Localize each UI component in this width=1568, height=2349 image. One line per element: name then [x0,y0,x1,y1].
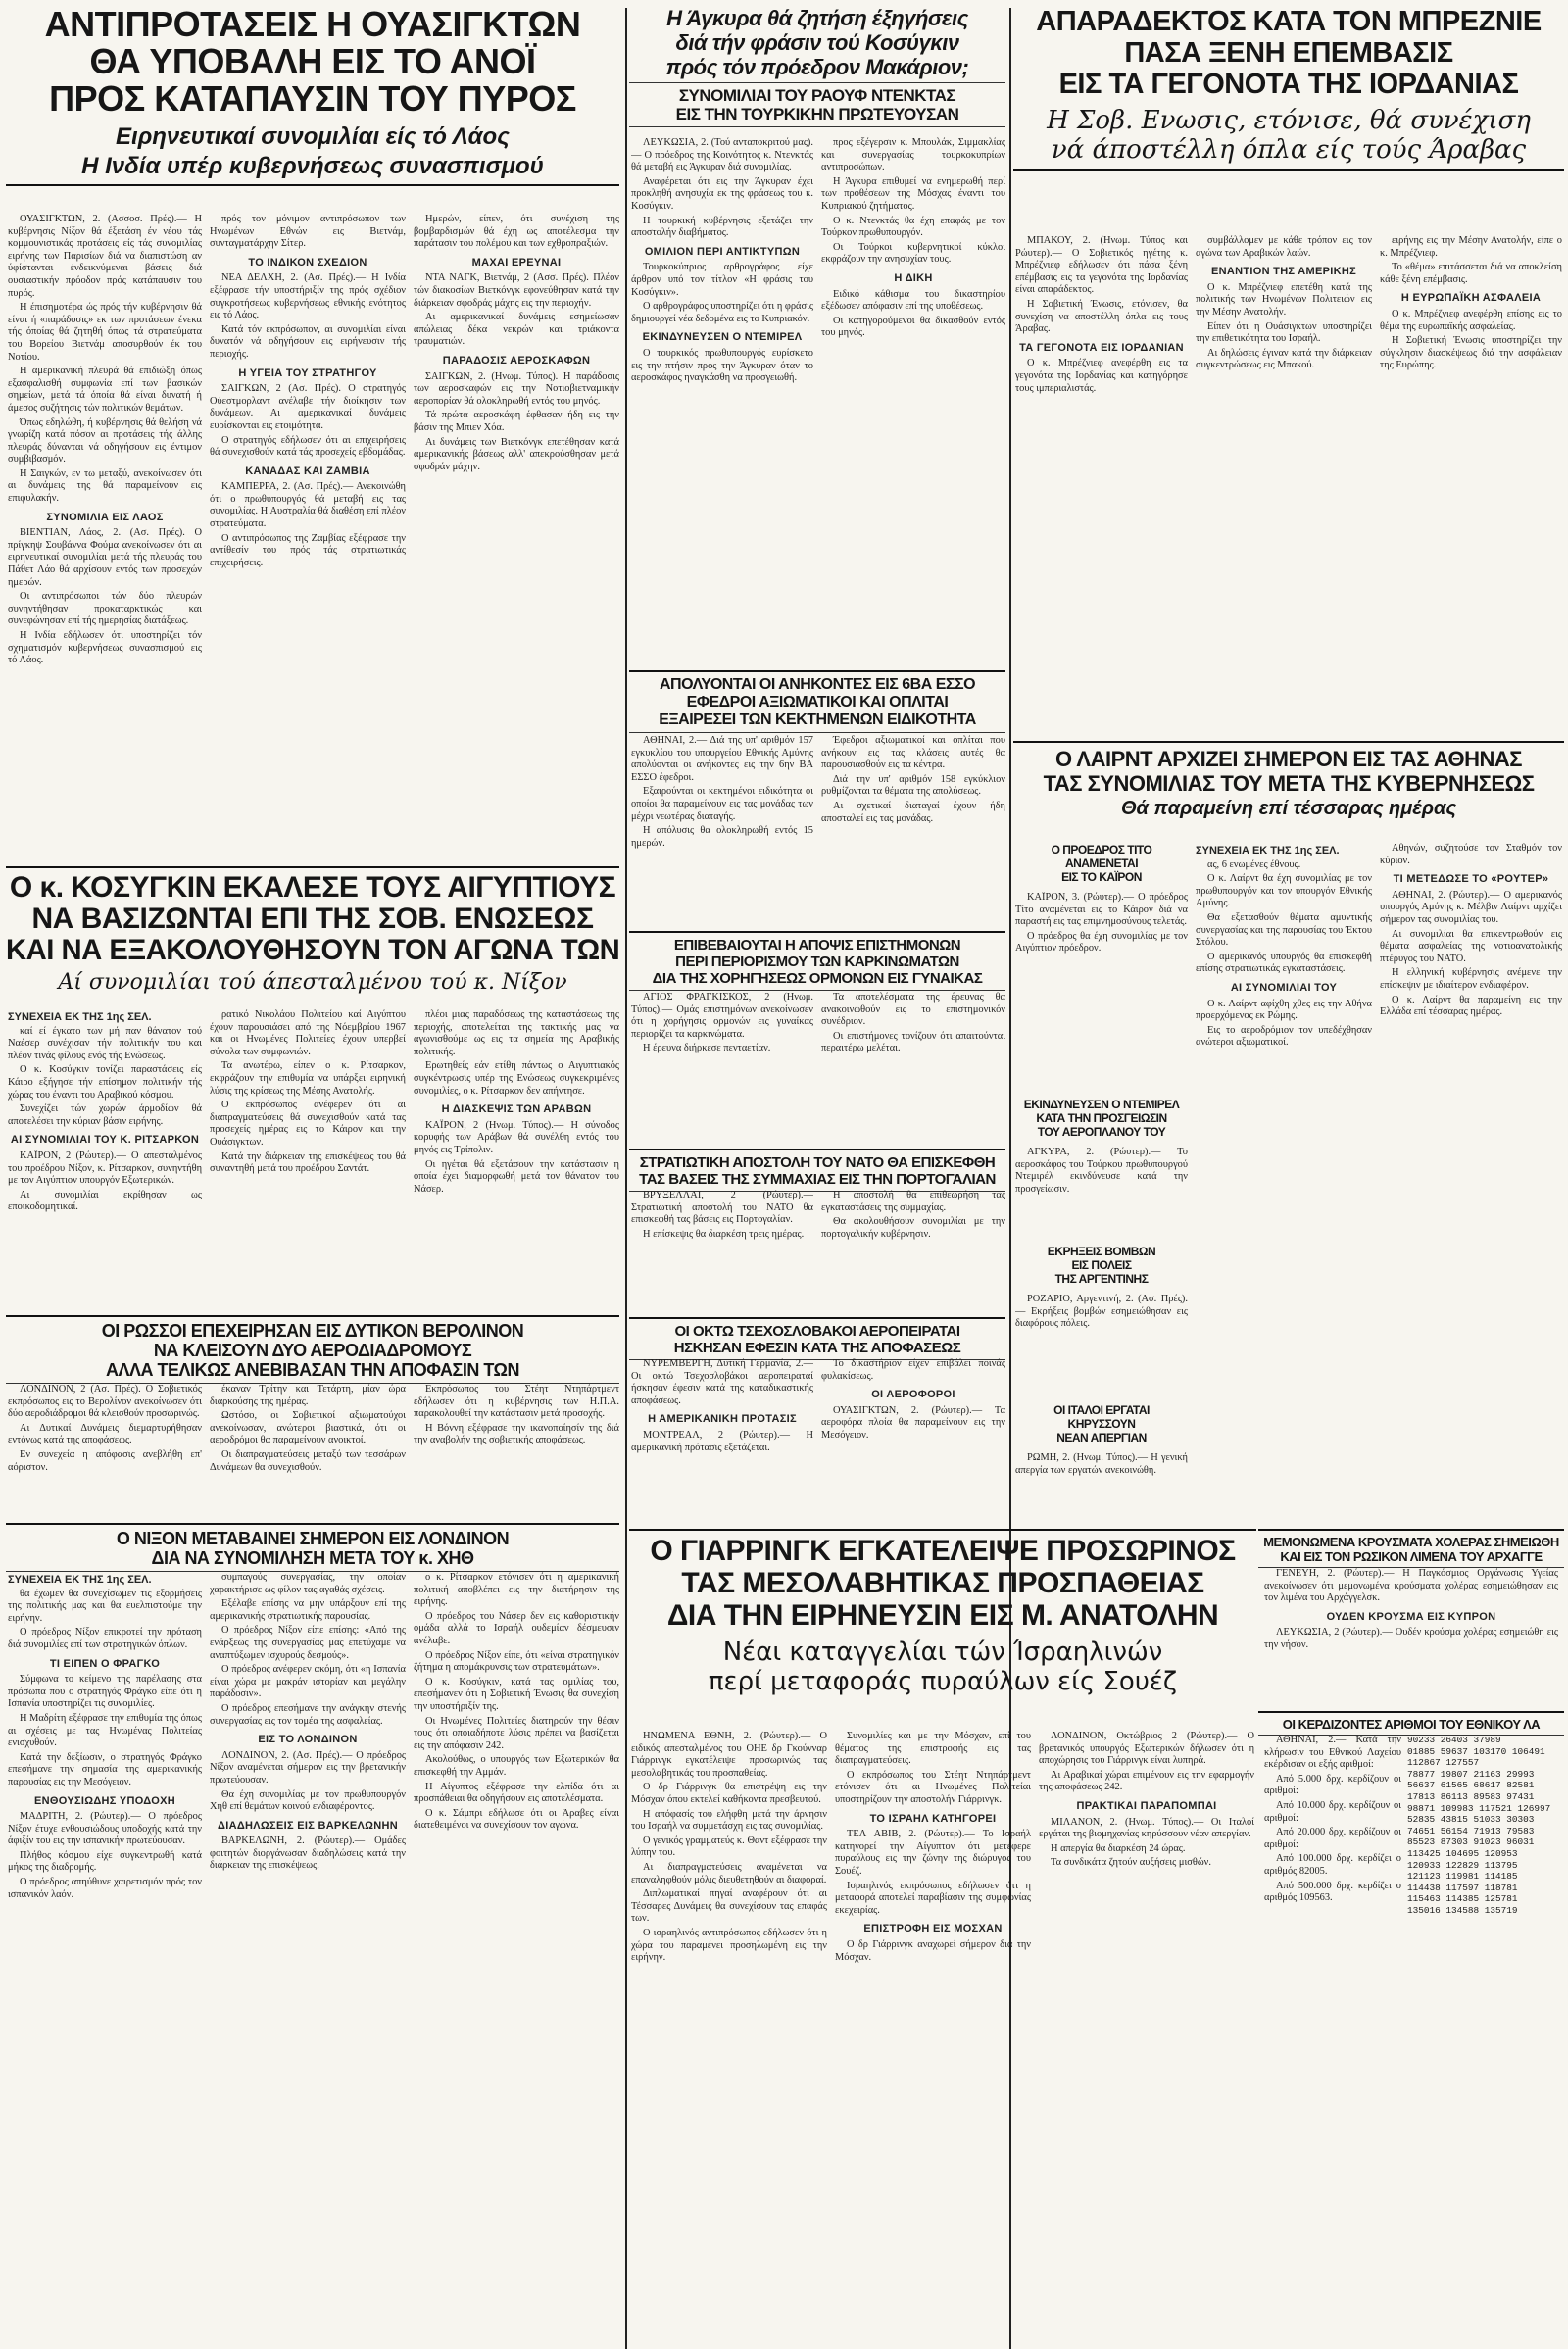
article-text: ΟΥΑΣΙΓΚΤΩΝ, 2. (Ασσοσ. Πρές).— Η κυβέρνησις Νίξον θά έξετάση έν νέου τάς κομμουνιστικάς προτάσεις είς τάς συνομιλίας ειρήνης των Παρισίων διά να διαπιστώση αν ύφίστανται ένδεικνύμεναι βάσεις διά ουσιαστικήν πρόοδον πρός κατάπαυσιν του πυρός. Η έπισημοτέρα ώς πρός τήν κυβέρνησιν θά είναι ή «παράδοσις» εκ των προτάσεων ένεκα τής όποίας θά ζητηθή όπως τά στρατεύματα του Βορείου Βιετνάμ αποσυρθούν έκ του Νοτίου. Η αμερικανική πλευρά θά επιδιώξη όπως εξασφαλισθή συμφωνία επί των βασικών σημείων, μετά τά όποία θά είναι δυνατή ή άμεσος συζήτησις τών πολιτικών θεμάτων. Όπως εδηλώθη, ή κυβέρνησις θά θελήση νά γνωρίζη κατά πόσον αι προτάσεις τής άλλης πλευράς δύνανται νά οδηγήσουν εις έντιμον συμβιβασμόν. Η Σαιγκών, εν τω μεταξύ, ανεκοίνωσεν ότι αι δυνάμεις της θά παραμείνουν εις επιφυλακήν. ΣΥΝΟΜΙΛΙΑ ΕΙΣ ΛΑΟΣ ΒΙΕΝΤΙΑΝ, Λάος, 2. (Ασ. Πρές). Ο πρίγκηψ Σουβάννα Φούμα ανεκοίνωσεν ότι αι ειρηνευτικαί συνομιλίαι μετά τής πλευράς του Πάθετ Λάο θά αρχίσουν εντός των προσεχών ημερών. Οι αντιπρόσωποι τών δύο πλευρών συνηντήθησαν προκαταρκτικώς και συνεφώνησαν επί τής ημερησίας διατάξεως. Η Ινδία εδήλωσεν ότι υποστηρίζει τόν σχηματισμόν κυβερνήσεως συνασπισμού εις τό Λάος. [8,214,202,666]
headline-tito [1015,843,1188,884]
headline-laird [1013,747,1564,796]
headline-ydna [629,676,1005,729]
subhead-jarring [629,1638,1256,1696]
section-heading: ΤΙ ΜΕΤΕΔΩΣΕ ΤΟ «ΡΟΥΤΕΡ» [1393,873,1549,886]
headline-bombs [1015,1245,1188,1286]
lottery-row: 114438 117597 118781 [1407,1882,1518,1893]
divider [629,990,1005,991]
divider [1013,741,1564,743]
headline-line: Η Άγκυρα θά ζητήση έξηγήσεις [666,6,968,30]
section-heading: ΤΑ ΓΕΓΟΝΟΤΑ ΕΙΣ ΙΟΡΔΑΝΙΑΝ [1019,341,1184,354]
nato-story [629,1145,1005,1195]
headline-washington [6,6,619,118]
divider [6,1315,619,1317]
section-heading: ΠΑΡΑΔΟΣΙΣ ΑΕΡΟΣΚΑΦΩΝ [442,354,591,367]
headline-brezhnev [1013,6,1564,100]
headline-line: Ο ΓΙΑΡΡΙΝΓΚ ΕΓΚΑΤΕΛΕΙΨΕ ΠΡΟΣΩΡΙΝΟΣ [650,1535,1236,1567]
lottery-row: 52835 43815 51033 30303 [1407,1814,1535,1826]
article-text: ΡΩΜΗ, 2. (Ηνωμ. Τύπος).— Η γενική απεργία των εργατών ανεκοινώθη. [1015,1452,1188,1476]
nixon-london-story [6,1519,619,1575]
headline-line: ΚΗΡΥΣΣΟΥΝ [1067,1417,1136,1431]
tito-box [1015,843,1188,884]
headline-line: ΟΙ ΙΤΑΛΟΙ ΕΡΓΑΤΑΙ [1054,1403,1150,1417]
headline-line: ΔΙΑ ΤΗΝ ΕΙΡΗΝΕΥΣΙΝ ΕΙΣ Μ. ΑΝΑΤΟΛΗΝ [666,1599,1219,1632]
headline-ntemirel [1015,1098,1188,1139]
section-heading: ΤΟ ΙΝΔΙΚΟΝ ΣΧΕΔΙΟΝ [248,256,368,269]
subhead-denktas [629,86,1005,123]
article-text: ΡΟΖΑΡΙΟ, Αργεντινή, 2. (Ασ. Πρές).— Εκρήξεις βομβών εσημειώθησαν εις διαφόρους πόλεις. [1015,1294,1188,1330]
article-text: ΗΝΩΜΕΝΑ ΕΘΝΗ, 2. (Ρώυτερ).— Ο ειδικός απεσταλμένος του ΟΗΕ δρ Γκούνναρ Γιάρρινγκ εγκατέλειψε προσωρινώς τας μεσολαβητικάς του προσπαθείας. Ο δρ Γιάρρινγκ θα επιστρέψη εις την Μόσχαν όπου εκτελεί καθήκοντα πρεσβευτού. Η απόφασίς του ελήφθη μετά την άρνησιν του Ισραήλ να συμμετάσχη εις τας συνομιλίας. Ο γενικός γραμματεύς κ. Θαντ εξέφρασε την λύπην του. Αι διαπραγματεύσεις αναμένεται να επαναληφθούν μόλις διευθετηθούν αι διαφοραί. Διπλωματικαί πηγαί αναφέρουν ότι αι Τέσσαρες Δυνάμεις θα συνεχίσουν τας επαφάς των. Ο ισραηλινός αντιπρόσωπος εδήλωσεν ότι η χώρα του παραμένει προσηλωμένη εις την ειρήνην. [631,1731,827,1964]
section-heading: ΑΙ ΣΥΝΟΜΙΛΙΑΙ ΤΟΥ Κ. ΡΙΤΣΑΡΚΟΝ [10,1134,200,1147]
headline-line: Ο ΛΑΙΡΝΤ ΑΡΧΙΖΕΙ ΣΗΜΕΡΟΝ ΕΙΣ ΤΑΣ ΑΘΗΝΑΣ [1054,747,1522,771]
lottery-row: 115463 114385 125781 [1407,1893,1518,1905]
section-heading: ΜΑΧΑΙ ΕΡΕΥΝΑΙ [471,256,562,269]
subhead-brezhnev [1013,106,1564,165]
bombs-box [1015,1245,1188,1286]
main-story-left [6,6,619,190]
section-heading: ΤΟ ΙΣΡΑΗΛ ΚΑΤΗΓΟΡΕΙ [869,1812,997,1825]
headline-line: ΕΚΙΝΔΥΝΕΥΣΕΝ Ο ΝΤΕΜΙΡΕΛ [1023,1098,1180,1111]
headline-line: διά τήν φράσιν τού Κοσύγκιν [675,30,959,55]
italian-box [1015,1403,1188,1444]
article-text: ΑΘΗΝΑΙ, 2.— Κατά την κλήρωσιν του Εθνικού Λαχείου εκέρδισαν οι εξής αριθμοί: Από 5.000 δρχ. κερδίζουν οι αριθμοί: Από 10.000 δρχ. κερδίζουν οι αριθμοί: Από 20.000 δρχ. κερδίζουν οι αριθμοί: Από 100.000 δρχ. κερδίζει ο αριθμός 82005. Από 500.000 δρχ. κερδίζει ο αριθμός 109563. [1264,1735,1401,1904]
headline-line: πρός τόν πρόεδρον Μακάριον; [665,55,969,79]
headline-line: ΤΗΣ ΑΡΓΕΝΤΙΝΗΣ [1054,1272,1149,1286]
divider [629,1149,1005,1150]
article-text: Το δικαστήριον είχεν επιβάλει ποινάς φυλακίσεως. ΟΙ ΑΕΡΟΦΟΡΟΙ ΟΥΑΣΙΓΚΤΩΝ, 2. (Ρώυτερ).— Τα αεροφόρα πλοία θα παραμείνουν εις την Μεσόγειον. [821,1358,1005,1441]
article-text: ΓΕΝΕΥΗ, 2. (Ρώυτερ).— Η Παγκόσμιος Οργάνωσις Υγείας ανεκοίνωσεν ότι μεμονωμένα κρούσματα χολέρας εσημειώθησαν εις τον λιμένα του Αρχάγγελσκ. ΟΥΔΕΝ ΚΡΟΥΣΜΑ ΕΙΣ ΚΥΠΡΟΝ ΛΕΥΚΩΣΙΑ, 2 (Ρώυτερ).— Ουδέν κρούσμα χολέρας εσημειώθη εις την νήσον. [1264,1568,1558,1650]
lottery-row: 135016 134588 135719 [1407,1904,1518,1916]
headline-line: ΘΑ ΥΠΟΒΑΛΗ ΕΙΣ ΤΟ ΑΝΟΪ [89,41,536,81]
ntemirel-box [1015,1098,1188,1139]
divider [629,732,1005,733]
headline-ankara [629,6,1005,79]
divider [629,126,1005,127]
article-text: ΣΥΝΕΧΕΙΑ ΕΚ ΤΗΣ 1ης ΣΕΛ. καί εί έγκατο των μή παν θάνατον τού Ναέσερ συνέχισαν τήν πολιτικήν του και πλέον τινάς φίλους ενός τής Ενώσεως. Ο κ. Κοσύγκιν τονίζει παραστάσεις είς Κάιρο εξήγησε τήν επίσημον πολιτικήν τής χώρας του έναντι του Αραβικού κόσμου. Συνεχίζει τών χωρών άρμοδίων θά αποτελέσει την κύριαν βάσιν ειρήνης. ΑΙ ΣΥΝΟΜΙΛΙΑΙ ΤΟΥ Κ. ΡΙΤΣΑΡΚΟΝ ΚΑΪΡΟΝ, 2 (Ρώυτερ).— Ο απεσταλμένος του προέδρου Νίξον, κ. Ρίτσαρκον, συνηντήθη με τον Αιγύπτιον υπουργόν Εξωτερικών. Αι συνομιλίαι εκρίθησαν ως εποικοδομητικαί. [8,1011,202,1213]
article-text: ΜΠΑΚΟΥ, 2. (Ηνωμ. Τύπος και Ρώυτερ).— Ο Σοβιετικός ηγέτης κ. Μπρέζνιεφ εδήλωσεν ότι πάσα ξένη επέμβασις εις τα γεγονότα της Ιορδανίας είναι απαράδεκτος. Η Σοβιετική Ένωσις, ετόνισεν, θα συνεχίση να αποστέλλη όπλα εις τους Άραβας. ΤΑ ΓΕΓΟΝΟΤΑ ΕΙΣ ΙΟΡΔΑΝΙΑΝ Ο κ. Μπρέζνιεφ ανεφέρθη εις τα γεγονότα της Ιορδανίας και κατηγόρησε τους ιμπεριαλιστάς. [1015,235,1188,394]
headline-line: ΜΕΜΟΝΩΜΕΝΑ ΚΡΟΥΣΜΑΤΑ ΧΟΛΕΡΑΣ ΣΗΜΕΙΩΘΗ [1263,1535,1559,1549]
headline-cancer [629,937,1005,987]
headline-line: ΠΡΟΣ ΚΑΤΑΠΑΥΣΙΝ ΤΟΥ ΠΥΡΟΣ [49,78,576,119]
article-text: ειρήνης εις την Μέσην Ανατολήν, είπε ο κ. Μπρέζνιεφ. Το «θέμα» επιτάσσεται διά να αποκλείση κάθε ξένη επέμβασις. Η ΕΥΡΩΠΑΪΚΗ ΑΣΦΑΛΕΙΑ Ο κ. Μπρέζνιεφ ανεφέρθη επίσης εις το θέμα της ευρωπαϊκής ασφαλείας. Η Σοβιετική Ένωσις υποστηρίζει την σύγκλησιν διασκέψεως διά την ασφάλειαν της Ευρώπης. [1380,235,1562,371]
article-text: ΣΥΝΕΧΕΙΑ ΕΚ ΤΗΣ 1ης ΣΕΛ. ας, 6 ενωμένες έθνους. Ο κ. Λαίρντ θα έχη συνομιλίας με τον πρωθυπουργόν και τον υπουργόν Εθνικής Αμύνης. Θα εξετασθούν θέματα αμυντικής συνεργασίας και της παρουσίας του Έκτου Στόλου. Ο αμερικανός υπουργός θα επισκεφθή επίσης στρατιωτικάς εγκαταστάσεις. ΑΙ ΣΥΝΟΜΙΛΙΑΙ ΤΟΥ Ο κ. Λαίρντ αφίχθη χθες εις την Αθήνα προερχόμενος εκ Ρώμης. Εις το αεροδρόμιον τον υπεδέχθησαν ανώτεροι αξιωματικοί. [1196,845,1372,1049]
column-rule [625,8,627,2349]
section-heading: ΕΠΙΣΤΡΟΦΗ ΕΙΣ ΜΟΣΧΑΝ [863,1923,1003,1935]
section-heading: ΣΥΝΟΜΙΛΙΑ ΕΙΣ ΛΑΟΣ [46,511,164,523]
article-text: Η αποστολή θα επιθεωρήση τας εγκαταστάσεις της συμμαχίας. Θα ακολουθήσουν συνομιλίαι με την πορτογαλικήν κυβέρνησιν. [821,1190,1005,1240]
divider [1013,169,1564,171]
headline-russians-berlin [6,1321,619,1380]
headline-line: ΝΑ ΒΑΣΙΖΩΝΤΑΙ ΕΠΙ ΤΗΣ ΣΟΒ. ΕΝΩΣΕΩΣ [31,903,594,935]
article-text: έκαναν Τρίτην και Τετάρτη, μίαν ώρα διαρκούσης της ημέρας. Ωστόσο, οι Σοβιετικοί αξιωματούχοι ανεκοίνωσαν, ανώτεροι βιαστικά, ότι οι αεροδρόμοι θα παραμείνουν ανοικτοί. Οι διαπραγματεύσεις μεταξύ των τεσσάρων Δυνάμεων θα συνεχισθούν. [210,1384,406,1473]
subhead-line: νά άποστέλλη όπλα είς τούς Άραβας [1051,135,1527,165]
divider [629,931,1005,933]
lottery-row: 98871 109983 117521 126997 [1407,1802,1551,1814]
headline-lottery: ΟΙ ΚΕΡΔΙΖΟΝΤΕΣ ΑΡΙΘΜΟΙ ΤΟΥ ΕΘΝΙΚΟΥ ΛΑ [1282,1717,1541,1732]
article-text: ΛΕΥΚΩΣΙΑ, 2. (Τού ανταποκριτού μας).— Ο πρόεδρος της Κοινότητος κ. Ντενκτάς θά μεταβή εις Άγκυραν διά συνομιλίας. Αναφέρεται ότι εις την Άγκυραν έχει προκληθή ανησυχία εκ της φράσεως του κ. Κοσύγκιν. Η τουρκική κυβέρνησις εξετάζει την αποστολήν διαβήματος. ΟΜΙΛΙΟΝ ΠΕΡΙ ΑΝΤΙΚΤΥΠΩΝ Τουρκοκύπριος αρθρογράφος είχε άρθρον υπό τον τίτλον «Η φράσις του Κοσύγκιν». Ο αρθρογράφος υποστηρίζει ότι η φράσις δημιουργεί νέα δεδομένα εις το Κυπριακόν. ΕΚΙΝΔΥΝΕΥΣΕΝ Ο ΝΤΕΜΙΡΕΛ Ο τουρκικός πρωθυπουργός ευρίσκετο εις την πτήσιν προς την Άγκυραν όταν το αεροσκάφος ηναγκάσθη να προσγειωθή. [631,137,813,384]
headline-line: ΑΠΟΛΥΟΝΤΑΙ ΟΙ ΑΝΗΚΟΝΤΕΣ ΕΙΣ 6ΒΑ ΕΣΣΟ [659,676,976,693]
lottery-row: 56637 61565 68617 82581 [1407,1780,1535,1791]
headline-line: ΔΙΑ ΝΑ ΣΥΝΟΜΙΛΗΣΗ ΜΕΤΑ ΤΟΥ κ. ΧΗΘ [151,1548,474,1568]
headline-line: Ο ΝΙΞΟΝ ΜΕΤΑΒΑΙΝΕΙ ΣΗΜΕΡΟΝ ΕΙΣ ΛΟΝΔΙΝΟΝ [116,1529,510,1548]
divider [1258,1711,1564,1713]
lottery-row: 120933 122829 113795 [1407,1859,1518,1871]
headline-line: ΑΝΤΙΠΡΟΤΑΣΕΙΣ Η ΟΥΑΣΙΓΚΤΩΝ [44,6,581,44]
divider [6,866,619,868]
kosygin-story [6,862,619,995]
jarring-story [629,1525,1256,1696]
article-text: ΑΓΚΥΡΑ, 2. (Ρώυτερ).— Το αεροσκάφος του Τούρκου πρωθυπουργού Ντεμιρέλ εκινδύνευσε κατά την προσγείωσιν. [1015,1147,1188,1195]
divider [629,1317,1005,1319]
headline-cholera [1258,1535,1564,1564]
headline-line: ΤΑΣ ΜΕΣΟΛΑΒΗΤΙΚΑΣ ΠΡΟΣΠΑΘΕΙΑΣ [681,1567,1204,1599]
divider [6,184,619,186]
headline-line: ΕΙΣ ΤΗΝ ΤΟΥΡΚΙΚΗΝ ΠΡΩΤΕΥΟΥΣΑΝ [675,105,959,123]
lottery-row: 90233 26403 37989 [1407,1735,1501,1745]
article-text: ρατικό Νικολάου Πολιτείου καί Αιγύπτου έχουν παρουσιάσει από της Νόεμβρίου 1967 και οι Ηνωμένες Πολιτείες έχουν υπερβεί σύνολα των συμφωνιών. Τα ανωτέρω, είπεν ο κ. Ρίτσαρκον, εκφράζουν την επιθυμία να υπάρξει ειρηνική λύσις της κρίσεως της Μέσης Ανατολής. Ο εκπρόσωπος ανέφερεν ότι αι διαπραγματεύσεις θά συνεχισθούν κατά τας προσεχείς ημέρας εις το Κάιρον και την Ουάσιγκτων. Κατά την διάρκειαν της επισκέψεως του θά συναντηθή μετά του προέδρου Σαντάτ. [210,1009,406,1175]
continued-label: ΣΥΝΕΧΕΙΑ ΕΚ ΤΗΣ 1ης ΣΕΛ. [8,1011,152,1023]
section-heading: ΔΙΑΔΗΛΩΣΕΙΣ ΕΙΣ ΒΑΡΚΕΛΩΝΗΝ [218,1819,398,1832]
article-text: συμπαγούς συνεργασίας, την οποίαν χαρακτήρισε ως φίλον τας αγαθάς σχέσεις. Εξέλαβε επίσης να μην υπάρξουν επί της αμερικανικής στρατιωτικής παρουσίας. Ο πρόεδρος Νίξον είπε επίσης: «Από της ενάρξεως της συνεργασίας μας επετύχαμε να αναπτύξωμεν ισχυρούς δεσμούς». Ο πρόεδρος ανέφερεν ακόμη, ότι «η Ισπανία είναι χώρα με μακράν ιστορίαν και μεγάλην παράδοσιν». Ο πρόεδρος επεσήμανε την ανάγκην στενής συνεργασίας εις τον τομέα της ασφαλείας. ΕΙΣ ΤΟ ΛΟΝΔΙΝΟΝ ΛΟΝΔΙΝΟΝ, 2. (Ασ. Πρές).— Ο πρόεδρος Νίξον αναμένεται σήμερον εις την βρετανικήν πρωτεύουσαν. Θα έχη συνομιλίας με τον πρωθυπουργόν Χηθ επί θεμάτων κοινού ενδιαφέροντος. ΔΙΑΔΗΛΩΣΕΙΣ ΕΙΣ ΒΑΡΚΕΛΩΝΗΝ ΒΑΡΚΕΛΩΝΗ, 2. (Ρώυτερ).— Ομάδες φοιτητών διοργάνωσαν διαδηλώσεις κατά την διάρκειαν της επισκέψεως. [210,1572,406,1872]
section-heading: ΚΑΝΑΔΑΣ ΚΑΙ ΖΑΜΒΙΑ [245,465,370,477]
headline-line: Ο κ. ΚΟΣΥΓΚΙΝ ΕΚΑΛΕΣΕ ΤΟΥΣ ΑΙΓΥΠΤΙΟΥΣ [9,871,616,904]
headline-nixon-london [6,1529,619,1568]
headline-kosygin [6,872,619,966]
headline-line: ΑΛΛΑ ΤΕΛΙΚΩΣ ΑΝΕΒΙΒΑΣΑΝ ΤΗΝ ΑΠΟΦΑΣΙΝ ΤΩΝ [106,1360,519,1380]
lottery-row: 74651 56154 71913 79583 [1407,1825,1535,1836]
headline-jarring [629,1535,1256,1632]
article-text: ΣΥΝΕΧΕΙΑ ΕΚ ΤΗΣ 1ης ΣΕΛ. θα έχωμεν θα συνεχίσωμεν τις εξορμήσεις της πολιτικής μας και θα ευελπιστούμε την ειρήνην. Ο πρόεδρος Νίξον επικροτεί την πρόταση διά συνομιλίες επί των στρατηγικών όπλων. ΤΙ ΕΙΠΕΝ Ο ΦΡΑΓΚΟ Σύμφωνα το κείμενο της παρέλασης στα πρόσωπα που ο στρατηγός Φράγκο είπε ότι η Ισπανία υποστηρίζει τις συνομιλίες. Η Μαδρίτη εξέφρασε την επιθυμία της όπως αι σχέσεις με τας Ηνωμένας Πολιτείας ενισχυθούν. Κατά την δεξίωσιν, ο στρατηγός Φράγκο επεσήμανε την σημασία της αμερικανικής παρουσίας εις την Μεσόγειον. ΕΝΘΟΥΣΙΩΔΗΣ ΥΠΟΔΟΧΗ ΜΑΔΡΙΤΗ, 2. (Ρώυτερ).— Ο πρόεδρος Νίξον έτυχε ενθουσιώδους υποδοχής κατά την άφιξίν του εις την ισπανικήν πρωτεύουσαν. Πλήθος κόσμου είχε συγκεντρωθή κατά μήκος της διαδρομής. Ο πρόεδρος απηύθυνε χαιρετισμόν πρός τον ισπανικόν λαόν. [8,1574,202,1900]
czech-story [629,1313,1005,1363]
headline-nato [629,1154,1005,1188]
ydna-story [629,666,1005,736]
article-text: ΚΑΪΡΟΝ, 3. (Ρώυτερ).— Ο πρόεδρος Τίτο αναμένεται εις το Κάιρον διά να παραστή εις τας επιμνημοσύνους τελετάς. Ο πρόεδρος θα έχη συνομιλίας με τον Αιγύπτιον πρόεδρον. [1015,892,1188,954]
section-heading: ΕΝΑΝΤΙΟΝ ΤΗΣ ΑΜΕΡΙΚΗΣ [1210,266,1357,278]
headline-line: ΕΞΑΙΡΕΣΕΙ ΤΩΝ ΚΕΚΤΗΜΕΝΩΝ ΕΙΔΙΚΟΤΗΤΑ [659,711,976,728]
lottery-row: 17813 86113 89583 97431 [1407,1790,1535,1802]
headline-line: ΣΥΝΟΜΙΛΙΑΙ ΤΟΥ ΡΑΟΥΦ ΝΤΕΝΚΤΑΣ [678,86,956,105]
divider [1258,1529,1564,1531]
headline-line: ΣΤΡΑΤΙΩΤΙΚΗ ΑΠΟΣΤΟΛΗ ΤΟΥ ΝΑΤΟ ΘΑ ΕΠΙΣΚΕΦΘΗ [639,1154,996,1171]
continued-label: ΣΥΝΕΧΕΙΑ ΕΚ ΤΗΣ 1ης ΣΕΛ. [1196,845,1340,856]
subhead-india: Η Ινδία υπέρ κυβερνήσεως συνασπισμού [81,153,544,179]
berlin-story [6,1311,619,1387]
headline-line: ΤΟΥ ΑΕΡΟΠΛΑΝΟΥ ΤΟΥ [1037,1125,1166,1139]
headline-line: ΔΙΑ ΤΗΣ ΧΟΡΗΓΗΣΕΩΣ ΟΡΜΟΝΩΝ ΕΙΣ ΓΥΝΑΙΚΑΣ [652,970,983,987]
headline-line: ΟΙ ΟΚΤΩ ΤΣΕΧΟΣΛΟΒΑΚΟΙ ΑΕΡΟΠΕΙΡΑΤΑΙ [674,1323,960,1340]
headline-line: ΠΑΣΑ ΞΕΝΗ ΕΠΕΜΒΑΣΙΣ [1124,37,1453,69]
cancer-story [629,927,1005,994]
headline-line: ΚΑΤΑ ΤΗΝ ΠΡΟΣΓΕΙΩΣΙΝ [1036,1111,1167,1125]
headline-line: ΑΠΑΡΑΔΕΚΤΟΣ ΚΑΤΑ ΤΟΝ ΜΠΡΕΖΝΙΕ [1036,6,1542,37]
article-text: ΑΓΙΟΣ ΦΡΑΓΚΙΣΚΟΣ, 2 (Ηνωμ. Τύπος).— Ομάς επιστημόνων ανεκοίνωσεν ότι η χορήγησις ορμονών εις γυναίκας περιορίζει τα καρκινώματα. Η έρευνα διήρκεσε πενταετίαν. [631,992,813,1054]
article-text: ΝΥΡΕΜΒΕΡΓΗ, Δυτική Γερμανία, 2.— Οι οκτώ Τσεχοσλοβάκοι αεροπειραταί ήσκησαν έφεσιν κατά της καταδικαστικής αποφάσεως. Η ΑΜΕΡΙΚΑΝΙΚΗ ΠΡΟΤΑΣΙΣ ΜΟΝΤΡΕΑΛ, 2 (Ρώυτερ).— Η αμερικανική πρότασις εξετάζεται. [631,1358,813,1453]
headline-line: ΕΠΙΒΕΒΑΙΟΥΤΑΙ Η ΑΠΟΨΙΣ ΕΠΙΣΤΗΜΟΝΩΝ [673,937,961,954]
lottery-row: 121123 119981 114185 [1407,1871,1518,1883]
article-text: πρός τον μόνιμον αντιπρόσωπον των Ηνωμένων Εθνών εις Βιετνάμ, συνταγματάρχην Σίτερ. ΤΟ ΙΝΔΙΚΟΝ ΣΧΕΔΙΟΝ ΝΕΑ ΔΕΛΧΗ, 2. (Ασ. Πρές).— Η Ινδία εξέφρασε τήν υποστήριξίν της πρός σχέδιον συγκροτήσεως κυβερνήσεως εθνικής ενότητος εις τό Λάος. Κατά τόν εκπρόσωπον, αι συνομιλίαι είναι δυνατόν νά οδηγήσουν εις ειρήνευσιν τής περιοχής. Η ΥΓΕΙΑ ΤΟΥ ΣΤΡΑΤΗΓΟΥ ΣΑΙΓΚΩΝ, 2 (Ασ. Πρές). Ο στρατηγός Ούεστμορλαντ ανέλαβε τήν διοίκησιν των δυνάμεων. Αι αμερικανικαί δυνάμεις ευρίσκονται εις ετοιμότητα. Ο στρατηγός εδήλωσεν ότι αι επιχειρήσεις θά συνεχισθούν κατά τάς προσεχείς εβδομάδας. ΚΑΝΑΔΑΣ ΚΑΙ ΖΑΜΒΙΑ ΚΑΜΠΕΡΡΑ, 2. (Ασ. Πρές).— Ανεκοινώθη ότι ο πρωθυπουργός θά μεταβή εις τας συνομιλίας. Η Αυστραλία θά διαθέση επί πλέον στρατεύματα. Ο αντιπρόσωπος της Ζαμβίας εξέφρασε την αντίθεσίν του πρός τάς στρατιωτικάς επιχειρήσεις. [210,214,406,568]
section-heading: Η ΕΥΡΩΠΑΪΚΗ ΑΣΦΑΛΕΙΑ [1400,292,1542,305]
subhead-line: περί μεταφοράς πυραύλων είς Σουέζ [708,1667,1178,1696]
lottery-row: 78877 19807 21163 29993 [1407,1768,1535,1780]
headline-line: ΕΙΣ ΤΟ ΚΑΪΡΟΝ [1061,870,1142,884]
lottery-row: 01885 59637 103170 106491 [1407,1745,1545,1757]
divider [629,82,1005,83]
headline-line: ΤΑΣ ΣΥΝΟΜΙΛΙΑΣ ΤΟΥ ΜΕΤΑ ΤΗΣ ΚΥΒΕΡΝΗΣΕΩΣ [1043,771,1535,796]
article-text: Αθηνών, συζητούσε τον Σταθμόν τον κύριον. ΤΙ ΜΕΤΕΔΩΣΕ ΤΟ «ΡΟΥΤΕΡ» ΑΘΗΝΑΙ, 2. (Ρώυτερ).— Ο αμερικανός υπουργός Αμύνης κ. Μέλβιν Λαίρντ αρχίζει σήμερον τας συνομιλίας του. Αι συνομιλίαι θα επικεντρωθούν εις θέματα ασφαλείας της νοτιοανατολικής πτέρυγος του ΝΑΤΟ. Η ελληνική κυβέρνησις ανέμενε την επίσκεψιν με ιδιαίτερον ενδιαφέρον. Ο κ. Λαίρντ θα παραμείνη εις την Ελλάδα επί τέσσαρας ημέρας. [1380,843,1562,1018]
headline-line: ΕΙΣ ΠΟΛΕΙΣ [1071,1258,1132,1272]
article-text: ΛΟΝΔΙΝΟΝ, 2 (Ασ. Πρές). Ο Σοβιετικός εκπρόσωπος εις το Βερολίνον ανεκοίνωσεν ότι δύο αεροδιάδρομοι θά κλεισθούν προσωρινώς. Αι Δυτικαί Δυνάμεις διεμαρτυρήθησαν εντόνως κατά της αποφάσεως. Εν συνεχεία η απόφασις ανεβλήθη επ' αόριστον. [8,1384,202,1473]
headline-line: ΕΦΕΔΡΟΙ ΑΞΙΩΜΑΤΙΚΟΙ ΚΑΙ ΟΠΛΙΤΑΙ [686,694,949,710]
divider [629,670,1005,672]
article-text: ΑΘΗΝΑΙ, 2.— Διά της υπ' αριθμόν 157 εγκυκλίου του υπουργείου Εθνικής Αμύνης απολύονται οι ανήκοντες εις την 6ην ΒΑ ΕΣΣΟ έφεδροι. Εξαιρούνται οι κεκτημένοι ειδικότητα οι οποίοι θα παραμείνουν εις τας μονάδας των μέχρι νεωτέρας διαταγής. Η απόλυσις θα ολοκληρωθή εντός 15 ημερών. [631,735,813,849]
headline-line: ΕΚΡΗΞΕΙΣ ΒΟΜΒΩΝ [1047,1245,1156,1258]
headline-line: ΤΑΣ ΒΑΣΕΙΣ ΤΗΣ ΣΥΜΜΑΧΙΑΣ ΕΙΣ ΤΗΝ ΠΟΡΤΟΓΑΛΙΑΝ [639,1171,996,1188]
lottery-numbers [1407,1735,1560,2332]
article-text: προς εξέγερσιν κ. Μπουλάκ, Σιμμακλίας και συνεργασίας τουρκοκυπρίων αντιπροσώπων. Η Άγκυρα επιθυμεί να ενημερωθή περί των προθέσεων της Μόσχας έναντι του Κυπριακού ζητήματος. Ο κ. Ντενκτάς θα έχη επαφάς με τον Τούρκον πρωθυπουργόν. Οι Τούρκοι κυβερνητικοί κύκλοι εκφράζουν την ανησυχίαν τους. Η ΔΙΚΗ Ειδικό κάθισμα του δικαστηρίου εξέδωσεν απόφασιν επί της υποθέσεως. Οι κατηγορούμενοι θα δικασθούν εντός του μηνός. [821,137,1005,339]
article-text: Ημερών, είπεν, ότι συνέχιση της βομβαρδισμών θά έχη ως αποτέλεσμα την παράτασιν του πολέμου και των εχθροπραξιών. ΜΑΧΑΙ ΕΡΕΥΝΑΙ ΝΤΑ ΝΑΓΚ, Βιετνάμ, 2 (Ασσ. Πρές). Πλέον τών διακοσίων Βιετκόνγκ εφονεύθησαν κατά την διάρκειαν σφοδράς μάχης εις την περιοχήν. Αι αμερικανικαί δυνάμεις εσημείωσαν απώλειας δέκα νεκρών και τριάκοντα τραυματιών. ΠΑΡΑΔΟΣΙΣ ΑΕΡΟΣΚΑΦΩΝ ΣΑΙΓΚΩΝ, 2. (Ηνωμ. Τύπος). Η παράδοσις των αεροσκαφών εις την Νοτιοβιετναμικήν αεροπορίαν θά ολοκληρωθή εντός του μηνός. Τά πρώτα αεροσκάφη έφθασαν ήδη εις την βάσιν της Μπιεν Χόα. Αι δυνάμεις των Βιετκόνγκ επετέθησαν κατά αμερικανικής βάσεως αλλ' απεκρούσθησαν μετά σφοδράν μάχην. [414,214,619,472]
headline-czech [629,1323,1005,1356]
section-heading: ΠΡΑΚΤΙΚΑΙ ΠΑΡΑΠΟΜΠΑΙ [1076,1799,1217,1812]
headline-line: ΚΑΙ ΕΙΣ ΤΟΝ ΡΩΣΙΚΟΝ ΛΙΜΕΝΑ ΤΟΥ ΑΡΧΑΓΓΕ [1280,1549,1543,1564]
section-heading: Η ΔΙΚΗ [894,271,933,284]
section-heading: Η ΔΙΑΣΚΕΨΙΣ ΤΩΝ ΑΡΑΒΩΝ [441,1103,592,1116]
section-heading: ΟΜΙΛΙΟΝ ΠΕΡΙ ΑΝΤΙΚΤΥΠΩΝ [644,245,801,258]
ankara-story [629,6,1005,130]
article-text: ΒΡΥΞΕΛΛΑΙ, 2 (Ρώυτερ).— Στρατιωτική αποστολή του ΝΑΤΟ θα επισκεφθή τας βάσεις εις Πορτογαλίαν. Η επίσκεψις θα διαρκέση τρεις ημέρας. [631,1190,813,1240]
headline-line: ΕΙΣ ΤΑ ΓΕΓΟΝΟΤΑ ΤΗΣ ΙΟΡΔΑΝΙΑΣ [1058,69,1519,100]
headline-italian [1015,1403,1188,1444]
section-heading: ΑΙ ΣΥΝΟΜΙΛΙΑΙ ΤΟΥ [1230,981,1338,994]
lottery-row: 112867 127557 [1407,1757,1480,1769]
article-text: Τα αποτελέσματα της έρευνας θα ανακοινωθούν εις το επιστημονικόν συνέδριον. Οι επιστήμονες τονίζουν ότι απαιτούνται περαιτέρω μελέται. [821,992,1005,1054]
lottery-row: 85523 87303 91023 96031 [1407,1836,1535,1848]
article-text: Εκπρόσωπος του Στέητ Ντηπάρτμεντ εδήλωσεν ότι η κυβέρνησις των Η.Π.Α. παρακολουθεί την κατάστασιν μετά προσοχής. Η Βόννη εξέφρασε την ικανοποίησίν της διά την αναβολήν της σοβιετικής αποφάσεως. [414,1384,619,1446]
headline-line: ΚΑΙ ΝΑ ΕΞΑΚΟΛΟΥΘΗΣΟΥΝ ΤΟΝ ΑΓΩΝΑ ΤΩΝ [6,934,619,966]
headline-line: Ο ΠΡΟΕΔΡΟΣ ΤΙΤΟ [1051,843,1152,856]
headline-line: ΟΙ ΡΩΣΣΟΙ ΕΠΕΧΕΙΡΗΣΑΝ ΕΙΣ ΔΥΤΙΚΟΝ ΒΕΡΟΛΙΝΟΝ [101,1321,524,1341]
section-heading: Η ΥΓΕΙΑ ΤΟΥ ΣΤΡΑΤΗΓΟΥ [238,367,377,379]
article-text: Συνομιλίες και με την Μόσχαν, επί του θέματος της επιστροφής εις τας διαπραγματεύσεις. Ο εκπρόσωπος του Στέητ Ντηπάρτμεντ ετόνισεν ότι αι Ηνωμένες Πολιτείαι υποστηρίζουν την αποστολήν Γιάρρινγκ. ΤΟ ΙΣΡΑΗΛ ΚΑΤΗΓΟΡΕΙ ΤΕΛ ΑΒΙΒ, 2. (Ρώυτερ).— Το Ισραήλ κατηγορεί την Αίγυπτον ότι μετέφερε πυραύλους εις την ζώνην της διώρυγος του Σουέζ. Ισραηλινός εκπρόσωπος εδήλωσεν ότι η μεταφορά αποτελεί παραβίασιν της συμφωνίας εκεχειρίας. ΕΠΙΣΤΡΟΦΗ ΕΙΣ ΜΟΣΧΑΝ Ο δρ Γιάρρινγκ αναχωρεί σήμερον διά την Μόσχαν. [835,1731,1031,1963]
section-heading: ΕΝΘΟΥΣΙΩΔΗΣ ΥΠΟΔΟΧΗ [34,1794,175,1807]
subhead-laos: Ειρηνευτικαί συνομιλίαι είς τό Λάος [116,123,510,150]
cholera-story [1258,1525,1564,1571]
article-text: ο κ. Ρίτσαρκον ετόνισεν ότι η αμερικανική πολιτική αποβλέπει εις την διατήρησιν της ειρήνης. Ο πρόεδρος του Νάσερ δεν εις καθοριστικήν ομάδα αλλά το Ισραήλ ουδεμίαν δέσμευσιν ανέλαβε. Ο πρόεδρος Νίξον είπε, ότι «είναι στρατηγικόν ζήτημα η απομάκρυνσις των στρατευμάτων». Ο κ. Κοσύγκιν, κατά τας ομιλίας του, επεσήμανεν ότι η Σοβιετική Ένωσις θα συνεχίση την υποστήριξίν της. Οι Ηνωμένες Πολιτείες διατηρούν την θέσιν τους ότι οποιαδήποτε λύσις πρέπει να βασίζεται εις την απόφασιν 242. Ακολούθως, ο υπουργός των Εξωτερικών θα επισκεφθή την Αμμάν. Η Αίγυπτος εξέφρασε την ελπίδα ότι αι προσπάθειαι θα οδηγήσουν εις αποτελέσματα. Ο κ. Σάμπρι εδήλωσε ότι οι Άραβες είναι διατεθειμένοι να συνεχίσουν τον αγώνα. [414,1572,619,1832]
headline-line: ΑΝΑΜΕΝΕΤΑΙ [1064,856,1139,870]
section-heading: ΕΙΣ ΤΟ ΛΟΝΔΙΝΟΝ [258,1734,358,1746]
subhead-line: Η Σοβ. Ενωσις, ετόνισε, θά συνέχιση [1047,106,1531,135]
section-heading: ΤΙ ΕΙΠΕΝ Ο ΦΡΑΓΚΟ [49,1657,161,1670]
lottery-row: 113425 104695 120953 [1407,1847,1518,1859]
divider [6,1523,619,1525]
headline-line: ΗΣΚΗΣΑΝ ΕΦΕΣΙΝ ΚΑΤΑ ΤΗΣ ΑΠΟΦΑΣΕΩΣ [673,1340,961,1356]
article-text: συμβάλλομεν με κάθε τρόπον εις τον αγώνα των Αραβικών λαών. ΕΝΑΝΤΙΟΝ ΤΗΣ ΑΜΕΡΙΚΗΣ Ο κ. Μπρέζνιεφ επετέθη κατά της πολιτικής των Ηνωμένων Πολιτειών εις την Μέσην Ανατολήν. Είπεν ότι η Ουάσιγκτων υποστηρίζει την επιθετικότητα του Ισραήλ. Αι δηλώσεις έγιναν κατά την διάρκειαν συγκεντρώσεως εις Μπακού. [1196,235,1372,371]
section-heading: ΕΚΙΝΔΥΝΕΥΣΕΝ Ο ΝΤΕΜΙΡΕΛ [642,331,803,344]
headline-line: ΝΕΑΝ ΑΠΕΡΓΙΑΝ [1056,1431,1147,1444]
article-text: πλέοι μιας παραδόσεως της καταστάσεως της περιοχής, αποτελείται της τακτικής μας να αγωνισθούμε ως εις τα σημεία της Αραβικής πολιτικής. Ερωτηθείς εάν ετίθη πάντως ο Αιγυπτιακός συγκέντρωσις υπέρ της Ενώσεως συγκεκριμένες συνομιλίες, ο κ. Ρίτσαρκον δεν απήντησε. Η ΔΙΑΣΚΕΨΙΣ ΤΩΝ ΑΡΑΒΩΝ ΚΑΪΡΟΝ, 2 (Ηνωμ. Τύπος).— Η σύνοδος κορυφής των Αράβων θά συνέλθη εντός του μηνός εις Τρίπολιν. Οι ηγέται θά εξετάσουν την κατάστασιν η οποία έχει διαμορφωθή μετά τον θάνατον του Νάσερ. [414,1009,619,1195]
subhead-kosygin: Αί συνομιλίαι τού άπεσταλμένου τού κ. Νίξον [58,970,567,995]
section-heading: Η ΑΜΕΡΙΚΑΝΙΚΗ ΠΡΟΤΑΣΙΣ [648,1413,797,1426]
section-heading: ΟΙ ΑΕΡΟΦΟΡΟΙ [871,1389,956,1401]
headline-line: ΠΕΡΙ ΠΕΡΙΟΡΙΣΜΟΥ ΤΩΝ ΚΑΡΚΙΝΩΜΑΤΩΝ [675,954,959,970]
article-text: ΛΟΝΔΙΝΟΝ, Οκτώβριος 2 (Ρώυτερ).— Ο βρετανικός υπουργός Εξωτερικών δήλωσεν ότι η αποχώρησις του Γιάρρινγκ είναι λυπηρά. Αι Αραβικαί χώραι επιμένουν εις την εφαρμογήν της αποφάσεως 242. ΠΡΑΚΤΙΚΑΙ ΠΑΡΑΠΟΜΠΑΙ ΜΙΛΑΝΟΝ, 2. (Ηνωμ. Τύπος).— Οι Ιταλοί εργάται της βιομηχανίας κηρύσσουν νέαν απεργίαν. Η απεργία θα διαρκέση 24 ώρας. Τα συνδικάτα ζητούν αυξήσεις μισθών. [1039,1731,1254,1869]
laird-story [1013,737,1564,820]
headline-line: ΝΑ ΚΛΕΙΣΟΥΝ ΔΥΟ ΑΕΡΟΔΙΑΔΡΟΜΟΥΣ [153,1341,472,1360]
continued-label: ΣΥΝΕΧΕΙΑ ΕΚ ΤΗΣ 1ης ΣΕΛ. [8,1574,152,1586]
brezhnev-story [1013,6,1564,174]
subhead-laird: Θά παραμείνη επί τέσσαρας ημέρας [1120,798,1457,819]
article-text: Έφεδροι αξιωματικοί και οπλίται που ανήκουν εις τας κλάσεις αυτές θα παρουσιασθούν εις τα κέντρα. Διά την υπ' αριθμόν 158 εγκύκλιον ρυθμίζονται τα θέματα της απολύσεως. Αι σχετικαί διαταγαί έχουν ήδη αποσταλεί εις τας μονάδας. [821,735,1005,824]
section-heading: ΟΥΔΕΝ ΚΡΟΥΣΜΑ ΕΙΣ ΚΥΠΡΟΝ [1326,1610,1496,1623]
subhead-line: Νέαι καταγγελίαι τών Ίσραηλινών [722,1638,1163,1667]
